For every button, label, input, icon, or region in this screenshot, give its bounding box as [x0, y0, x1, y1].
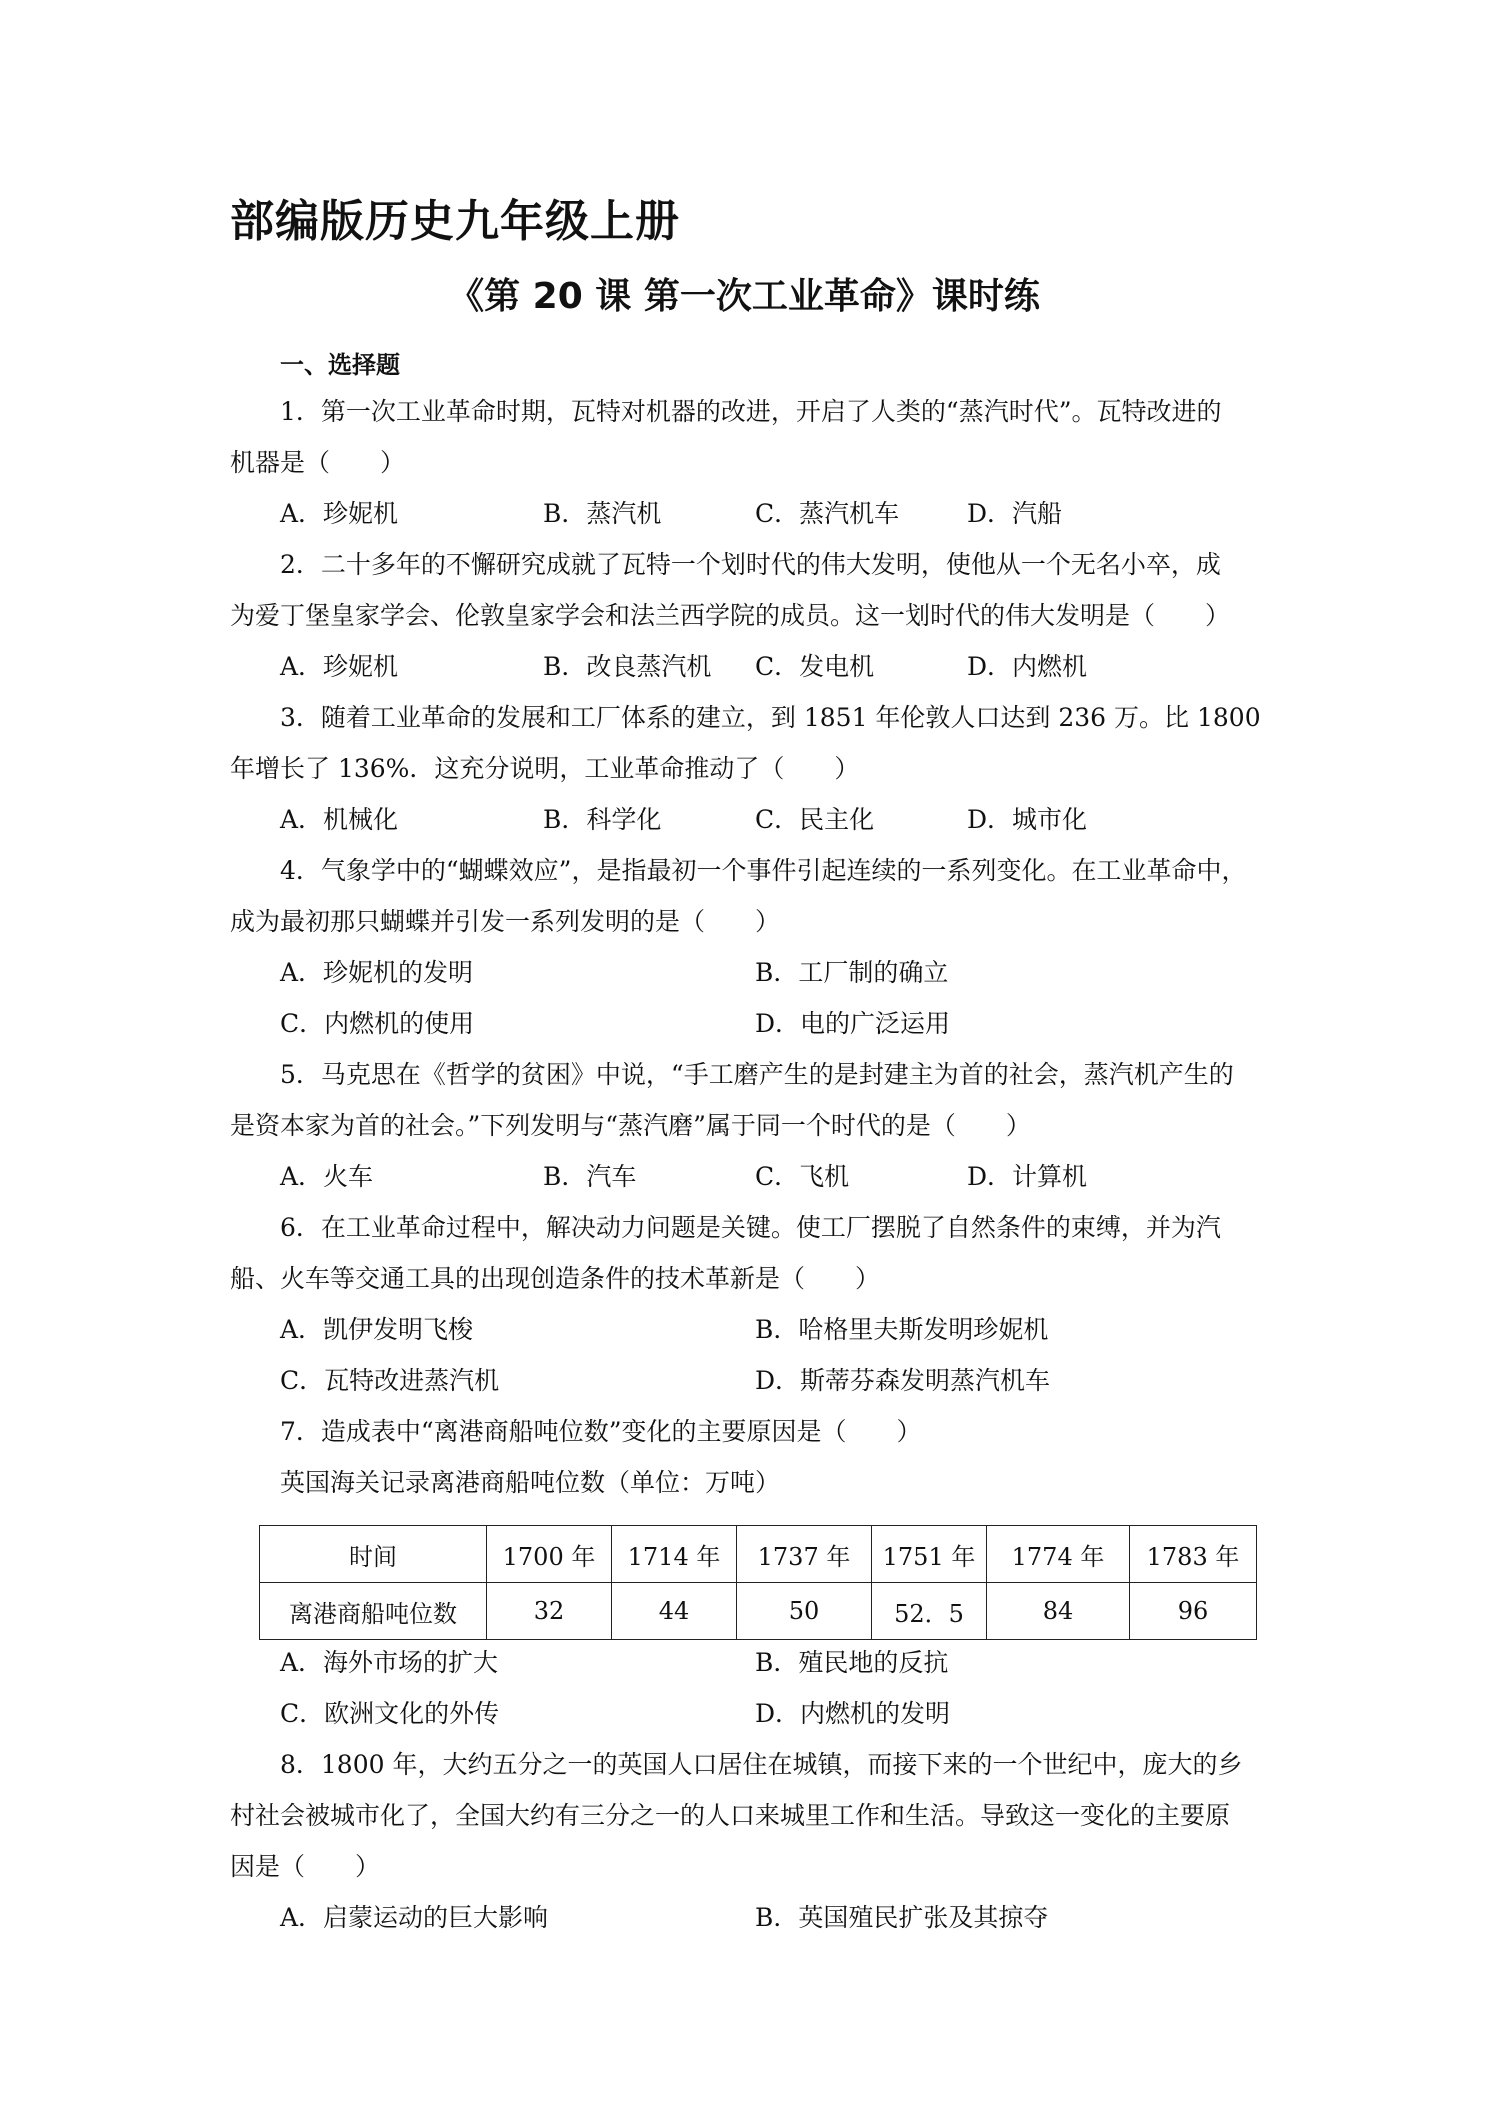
question-3-option-b: B．科学化: [543, 805, 662, 834]
question-5-option-d: D．计算机: [967, 1162, 1088, 1191]
lesson-title: 《第 20 课 第一次工业革命》课时练: [448, 276, 1040, 317]
question-6-option-b: B．哈格里夫斯发明珍妮机: [755, 1315, 1049, 1344]
table-row: [260, 1583, 1257, 1640]
table-cell: 50: [737, 1583, 872, 1640]
question-7-option-d: D．内燃机的发明: [755, 1699, 951, 1728]
question-1-option-b: B．蒸汽机: [543, 499, 662, 528]
question-7-option-b: B．殖民地的反抗: [755, 1648, 949, 1677]
table-caption: 英国海关记录离港商船吨位数（单位：万吨）: [280, 1468, 781, 1497]
question-5-option-b: B．汽车: [543, 1162, 637, 1191]
table-row: [260, 1526, 1257, 1583]
question-6-line-1: 6．在工业革命过程中，解决动力问题是关键。使工厂摆脱了自然条件的束缚，并为汽: [280, 1213, 1221, 1242]
question-4-line-1: 4．气象学中的“蝴蝶效应”，是指最初一个事件引起连续的一系列变化。在工业革命中，: [280, 856, 1247, 885]
table-header-cell: 1737 年: [737, 1526, 872, 1583]
table-header-cell: 1714 年: [612, 1526, 737, 1583]
question-6-line-2: 船、火车等交通工具的出现创造条件的技术革新是（ ）: [230, 1264, 881, 1293]
question-3-option-d: D．城市化: [967, 805, 1088, 834]
question-7-line-1: 7．造成表中“离港商船吨位数”变化的主要原因是（ ）: [280, 1417, 922, 1446]
table-cell: 44: [612, 1583, 737, 1640]
question-4-line-2: 成为最初那只蝴蝶并引发一系列发明的是（ ）: [230, 907, 781, 936]
question-8-line-2: 村社会被城市化了，全国大约有三分之一的人口来城里工作和生活。导致这一变化的主要原: [230, 1801, 1231, 1830]
table-cell: 32: [487, 1583, 612, 1640]
question-5-line-1: 5．马克思在《哲学的贫困》中说，“手工磨产生的是封建主为首的社会，蒸汽机产生的: [280, 1060, 1234, 1089]
question-4-option-a: A．珍妮机的发明: [280, 958, 474, 987]
question-2-line-2: 为爱丁堡皇家学会、伦敦皇家学会和法兰西学院的成员。这一划时代的伟大发明是（ ）: [230, 601, 1231, 630]
question-6-option-a: A．凯伊发明飞梭: [280, 1315, 474, 1344]
question-5-line-2: 是资本家为首的社会。”下列发明与“蒸汽磨”属于同一个时代的是（ ）: [230, 1111, 1031, 1140]
table-header-cell: 1751 年: [872, 1526, 987, 1583]
table-header-cell: 1774 年: [987, 1526, 1130, 1583]
table-cell: 离港商船吨位数: [260, 1583, 487, 1640]
question-2-option-c: C．发电机: [755, 652, 875, 681]
table-cell: 52．5: [872, 1583, 987, 1640]
question-8-line-1: 8．1800 年，大约五分之一的英国人口居住在城镇，而接下来的一个世纪中，庞大的乡: [280, 1750, 1243, 1779]
question-8-option-a: A．启蒙运动的巨大影响: [280, 1903, 549, 1932]
question-1-option-c: C．蒸汽机车: [755, 499, 900, 528]
question-1-line-1: 1．第一次工业革命时期，瓦特对机器的改进，开启了人类的“蒸汽时代”。瓦特改进的: [280, 397, 1222, 426]
table-header-cell: 时间: [260, 1526, 487, 1583]
question-5-option-c: C．飞机: [755, 1162, 850, 1191]
question-8-line-3: 因是（ ）: [230, 1852, 381, 1881]
table-cell: 84: [987, 1583, 1130, 1640]
question-4-option-d: D．电的广泛运用: [755, 1009, 951, 1038]
question-1-option-d: D．汽船: [967, 499, 1063, 528]
question-2-option-b: B．改良蒸汽机: [543, 652, 712, 681]
document-title: 部编版历史九年级上册: [230, 196, 680, 247]
table-cell: 96: [1130, 1583, 1257, 1640]
question-2-option-d: D．内燃机: [967, 652, 1088, 681]
question-3-option-a: A．机械化: [280, 805, 399, 834]
table-header-cell: 1783 年: [1130, 1526, 1257, 1583]
question-7-option-a: A．海外市场的扩大: [280, 1648, 499, 1677]
question-7-option-c: C．欧洲文化的外传: [280, 1699, 500, 1728]
question-2-line-1: 2．二十多年的不懈研究成就了瓦特一个划时代的伟大发明，使他从一个无名小卒，成: [280, 550, 1221, 579]
question-6-option-c: C．瓦特改进蒸汽机: [280, 1366, 500, 1395]
question-8-option-b: B．英国殖民扩张及其掠夺: [755, 1903, 1049, 1932]
question-6-option-d: D．斯蒂芬森发明蒸汽机车: [755, 1366, 1051, 1395]
question-2-option-a: A．珍妮机: [280, 652, 399, 681]
question-3-option-c: C．民主化: [755, 805, 875, 834]
question-5-option-a: A．火车: [280, 1162, 374, 1191]
tonnage-table: [259, 1525, 1257, 1640]
question-3-line-2: 年增长了 136%．这充分说明，工业革命推动了（ ）: [230, 754, 860, 783]
question-1-line-2: 机器是（ ）: [230, 448, 406, 477]
section-heading: 一、选择题: [280, 351, 400, 379]
question-4-option-b: B．工厂制的确立: [755, 958, 949, 987]
question-1-option-a: A．珍妮机: [280, 499, 399, 528]
question-3-line-1: 3．随着工业革命的发展和工厂体系的建立，到 1851 年伦敦人口达到 236 万。比 1800: [280, 703, 1261, 732]
question-4-option-c: C．内燃机的使用: [280, 1009, 475, 1038]
table-header-cell: 1700 年: [487, 1526, 612, 1583]
